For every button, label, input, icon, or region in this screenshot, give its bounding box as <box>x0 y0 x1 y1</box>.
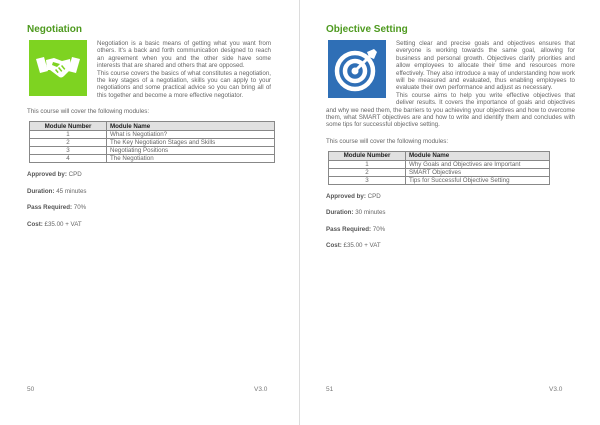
module-name: Tips for Successful Objective Setting <box>406 176 550 184</box>
table-row <box>30 147 275 155</box>
module-number: 3 <box>329 176 406 184</box>
handshake-icon <box>29 40 87 96</box>
module-number: 1 <box>329 160 406 168</box>
module-name: The Negotiation <box>107 155 275 163</box>
pass-value: 70% <box>372 225 386 233</box>
cost-label: Cost: <box>326 242 342 250</box>
table-header-row <box>30 122 275 131</box>
target-arrow-icon <box>328 40 386 98</box>
modules-intro: This course will cover the following modules: <box>27 108 150 116</box>
duration-label: Duration: <box>326 209 354 217</box>
module-name: What is Negotiation? <box>107 131 275 139</box>
description-paragraph-1: Setting clear and precise goals and objectives ensures that everyone is working towards the same goal, allowing for business and personal growth. Objectives clarify priorities and allow employees to allocate their time and resources more effectively. They also introduce a way of understanding how work will be measured and evaluated, thus enabling employees to evaluate their own performance and adjust as necessary. <box>396 40 575 92</box>
module-name: The Key Negotiation Stages and Skills <box>107 139 275 147</box>
module-name: SMART Objectives <box>406 168 550 176</box>
duration-label: Duration: <box>27 187 55 195</box>
module-name: Negotiating Positions <box>107 147 275 155</box>
duration-value: 30 minutes <box>355 209 386 217</box>
cost-label: Cost: <box>27 220 43 228</box>
modules-table <box>328 151 550 185</box>
modules-intro: This course will cover the following modules: <box>326 137 449 145</box>
module-number: 2 <box>30 139 107 147</box>
modules-table <box>29 121 275 163</box>
approved-row <box>326 193 575 210</box>
table-row <box>329 168 550 176</box>
course-description <box>27 40 271 99</box>
table-row <box>329 176 550 184</box>
module-number: 4 <box>30 155 107 163</box>
table-row <box>30 139 275 147</box>
description-paragraph-1: Negotiation is a basic means of getting what you want from others. It's a back and forth communication designed to reach an agreement when you and the other side have some interests that are shared and others that are opposed. <box>97 40 271 70</box>
table-row <box>329 160 550 168</box>
module-number: 2 <box>329 168 406 176</box>
version-label: V3.0 <box>549 386 563 393</box>
cost-value: £35.00 + VAT <box>44 220 82 228</box>
approved-value: CPD <box>367 192 381 200</box>
course-description <box>326 40 575 129</box>
column-header-name: Module Name <box>406 151 550 160</box>
cost-row <box>326 242 575 259</box>
table-header-row <box>329 151 550 160</box>
duration-row <box>27 188 271 205</box>
duration-row <box>326 209 575 226</box>
pass-label: Pass Required: <box>27 204 73 212</box>
pass-label: Pass Required: <box>326 225 372 233</box>
column-header-name: Module Name <box>107 122 275 131</box>
page-number: 50 <box>27 386 35 393</box>
module-number: 3 <box>30 147 107 155</box>
cost-value: £35.00 + VAT <box>343 242 381 250</box>
table-row <box>30 155 275 163</box>
description-paragraph-2: This course covers the basics of what constitutes a negotiation, the key stages of a negotiation, skills you can apply to your negotiations and some practical advice so you can bring all of this together and become a more effective negotiator. <box>97 69 271 99</box>
pass-value: 70% <box>73 204 87 212</box>
approved-label: Approved by: <box>326 192 366 200</box>
pass-row <box>326 226 575 243</box>
version-label: V3.0 <box>254 386 268 393</box>
page-number: 51 <box>326 386 334 393</box>
duration-value: 45 minutes <box>56 187 87 195</box>
module-number: 1 <box>30 131 107 139</box>
module-name: Why Goals and Objectives are Important <box>406 160 550 168</box>
approved-value: CPD <box>68 171 82 179</box>
column-header-number: Module Number <box>30 122 107 131</box>
approved-row <box>27 171 271 188</box>
page-right <box>300 0 600 425</box>
table-row <box>30 131 275 139</box>
column-header-number: Module Number <box>329 151 406 160</box>
course-title: Objective Setting <box>326 24 408 35</box>
course-title: Negotiation <box>27 24 82 35</box>
pass-row <box>27 204 271 221</box>
cost-row <box>27 221 271 238</box>
approved-label: Approved by: <box>27 171 67 179</box>
description-paragraph-2: This course aims to help you write effective objectives that deliver results. It covers the importance of goals and objectives and why we need them, the barriers to you achieving your objectives and how to overcome them, what SMART objectives are and how to write and identify them and concludes with some tips for successful objective setting. <box>326 91 575 129</box>
